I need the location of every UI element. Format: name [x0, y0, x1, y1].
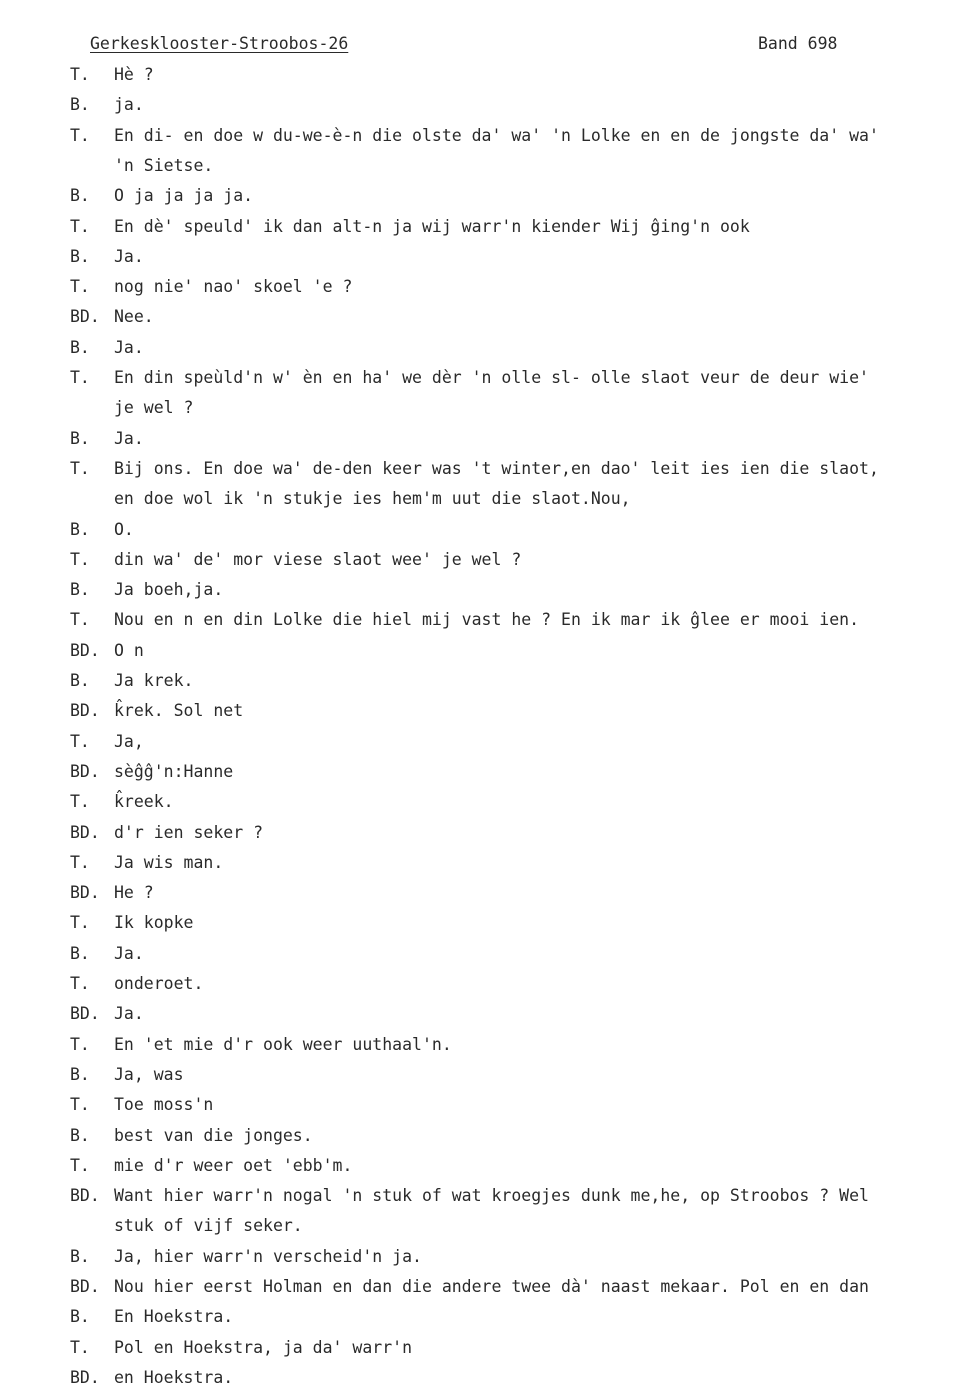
utterance-text: He ? — [114, 883, 154, 903]
transcript-line — [0, 90, 973, 120]
transcript-line — [0, 1363, 973, 1393]
document-title: Gerkesklooster-Stroobos-26 — [90, 34, 349, 53]
tape-number: Band 698 — [758, 34, 838, 53]
transcript-line — [0, 1090, 973, 1120]
transcript-line — [0, 212, 973, 242]
utterance-text: Ja, — [114, 731, 144, 751]
transcript-line — [0, 999, 973, 1029]
speaker-label: BD. — [70, 883, 100, 903]
speaker-label: B. — [70, 1125, 90, 1145]
transcript-line — [0, 484, 973, 514]
utterance-text: en doe wol ik 'n stukje ies hem'm uut die slaot.Nou, — [114, 489, 631, 509]
transcript-line — [0, 1121, 973, 1151]
speaker-label: B. — [70, 1064, 90, 1084]
utterance-text: 'n Sietse. — [114, 155, 214, 175]
utterance-text: Ja. — [114, 428, 144, 448]
speaker-label: T. — [70, 65, 90, 84]
transcript-line — [0, 1302, 973, 1332]
speaker-label: B. — [70, 519, 90, 539]
speaker-label: T. — [70, 277, 90, 297]
transcript-line — [0, 333, 973, 363]
transcript-line — [0, 908, 973, 938]
utterance-text: Ja, was — [114, 1064, 184, 1084]
speaker-label: B. — [70, 428, 90, 448]
transcript-line — [0, 575, 973, 605]
speaker-label: T. — [70, 974, 90, 993]
transcript-line — [0, 1242, 973, 1272]
utterance-text: ja. — [114, 95, 144, 115]
speaker-label: BD. — [70, 1367, 100, 1387]
speaker-label: T. — [70, 216, 90, 236]
speaker-label: T. — [70, 1155, 90, 1175]
transcript-line — [0, 1151, 973, 1181]
speaker-label: B. — [70, 943, 90, 963]
speaker-label: T. — [70, 1034, 90, 1054]
utterance-text: din wa' de' mor viese slaot wee' je wel ? — [114, 549, 522, 569]
speaker-label: T. — [70, 368, 90, 387]
speaker-label: BD. — [70, 701, 100, 721]
speaker-label: BD. — [70, 640, 100, 660]
utterance-text: En Hoekstra. — [114, 1307, 234, 1327]
utterance-text: Ja. — [114, 1004, 144, 1024]
utterance-text: Ja boeh,ja. — [114, 580, 224, 600]
speaker-label: B. — [70, 246, 90, 266]
transcript-line — [0, 1060, 973, 1090]
utterance-text: stuk of vijf seker. — [114, 1216, 303, 1236]
transcript-line — [0, 727, 973, 757]
transcript-line — [0, 515, 973, 545]
utterance-text: best van die jonges. — [114, 1125, 313, 1145]
utterance-text: Ik kopke — [114, 913, 194, 933]
speaker-label: BD. — [70, 761, 100, 781]
transcript-line — [0, 666, 973, 696]
speaker-label: T. — [70, 852, 90, 872]
transcript-line — [0, 1181, 973, 1211]
transcript-line — [0, 1333, 973, 1363]
transcript-line — [0, 424, 973, 454]
utterance-text: d'r ien seker ? — [114, 822, 264, 842]
transcript-line — [0, 363, 973, 393]
speaker-label: B. — [70, 337, 90, 357]
utterance-text: Ja. — [114, 943, 144, 963]
utterance-text: Ja wis man. — [114, 852, 224, 872]
transcript-line — [0, 181, 973, 211]
speaker-label: T. — [70, 792, 90, 812]
speaker-label: BD. — [70, 1186, 100, 1206]
utterance-text: k̂rek. Sol net — [114, 701, 244, 721]
speaker-label: B. — [70, 1307, 90, 1327]
utterance-text: En dè' speuld' ik dan alt-n ja wij warr'n kiender Wij ĝing'n ook — [114, 216, 750, 236]
speaker-label: BD. — [70, 822, 100, 842]
speaker-label: BD. — [70, 307, 100, 327]
transcript-line — [0, 939, 973, 969]
transcript-line — [0, 605, 973, 635]
transcript-line — [0, 969, 973, 999]
speaker-label: T. — [70, 913, 90, 933]
transcript-line — [0, 545, 973, 575]
speaker-label: B. — [70, 671, 90, 690]
utterance-text: Nou hier eerst Holman en dan die andere twee dà' naast mekaar. Pol en en dan — [114, 1277, 869, 1296]
utterance-text: Hè ? — [114, 65, 154, 84]
utterance-text: Pol en Hoekstra, ja da' warr'n — [114, 1337, 413, 1357]
transcript-line — [0, 272, 973, 302]
speaker-label: B. — [70, 1246, 90, 1266]
utterance-text: je wel ? — [114, 398, 194, 418]
transcript-line — [0, 848, 973, 878]
utterance-text: En di- en doe w du-we-è-n die olste da' wa' 'n Lolke en en de jongste da' wa' — [114, 125, 879, 145]
utterance-text: O ja ja ja ja. — [114, 186, 254, 206]
transcript-line — [0, 818, 973, 848]
utterance-text: en Hoekstra. — [114, 1367, 234, 1387]
utterance-text: Ja krek. — [114, 671, 194, 690]
speaker-label: B. — [70, 186, 90, 206]
speaker-label: B. — [70, 580, 90, 600]
transcript-line — [0, 454, 973, 484]
transcript-line — [0, 1211, 973, 1241]
speaker-label: B. — [70, 95, 90, 115]
utterance-text: nog nie' nao' skoel 'e ? — [114, 277, 353, 297]
transcript-line — [0, 1030, 973, 1060]
utterance-text: Nee. — [114, 307, 154, 327]
utterance-text: En din speùld'n w' èn en ha' we dèr 'n olle sl- olle slaot veur de deur wie' — [114, 368, 869, 387]
speaker-label: T. — [70, 610, 90, 630]
utterance-text: Ja. — [114, 337, 144, 357]
transcript-line — [0, 151, 973, 181]
speaker-label: T. — [70, 458, 90, 478]
utterance-text: Want hier warr'n nogal 'n stuk of wat kroegjes dunk me,he, op Stroobos ? Wel — [114, 1186, 869, 1206]
page-header — [0, 34, 973, 58]
utterance-text: Toe moss'n — [114, 1095, 214, 1115]
transcript-line — [0, 878, 973, 908]
speaker-label: BD. — [70, 1277, 100, 1296]
utterance-text: O n — [114, 640, 144, 660]
speaker-label: BD. — [70, 1004, 100, 1024]
transcript-line — [0, 757, 973, 787]
utterance-text: Ja. — [114, 246, 144, 266]
transcript-line — [0, 787, 973, 817]
utterance-text: k̂reek. — [114, 792, 174, 812]
utterance-text: Bij ons. En doe wa' de-den keer was 't winter,en dao' leit ies ien die slaot, — [114, 458, 879, 478]
speaker-label: T. — [70, 125, 90, 145]
transcript-line — [0, 1272, 973, 1302]
utterance-text: Ja, hier warr'n verscheid'n ja. — [114, 1246, 422, 1266]
transcript-line — [0, 302, 973, 332]
transcript-line — [0, 393, 973, 423]
utterance-text: Nou en n en din Lolke die hiel mij vast he ? En ik mar ik ĝlee er mooi ien. — [114, 610, 860, 630]
utterance-text: mie d'r weer oet 'ebb'm. — [114, 1155, 353, 1175]
utterance-text: sèĝĝ'n:Hanne — [114, 761, 234, 781]
speaker-label: T. — [70, 1095, 90, 1115]
transcript-line — [0, 636, 973, 666]
transcript-line — [0, 242, 973, 272]
speaker-label: T. — [70, 549, 90, 569]
transcript-line — [0, 60, 973, 90]
utterance-text: O. — [114, 519, 134, 539]
utterance-text: onderoet. — [114, 974, 204, 993]
speaker-label: T. — [70, 731, 90, 751]
speaker-label: T. — [70, 1337, 90, 1357]
transcript-line — [0, 696, 973, 726]
utterance-text: En 'et mie d'r ook weer uuthaal'n. — [114, 1034, 452, 1054]
transcript-line — [0, 121, 973, 151]
